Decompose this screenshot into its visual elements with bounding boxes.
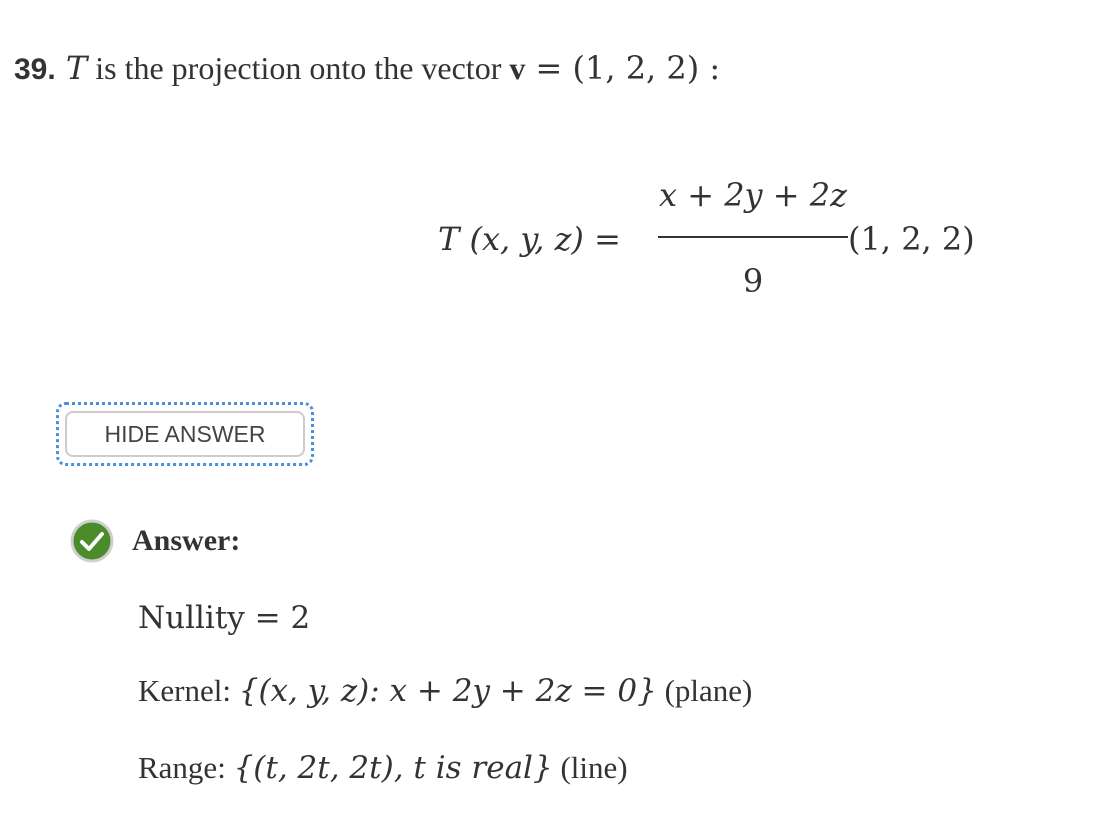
kernel-line	[138, 673, 752, 709]
formula-lhs: T (x, y, z) =	[438, 220, 621, 258]
range-line	[138, 750, 628, 786]
hide-answer-focus-ring	[56, 402, 314, 466]
kernel-set: {(x, y, z): x + 2y + 2z = 0}	[238, 673, 657, 709]
projection-formula	[438, 172, 1008, 312]
kernel-note: (plane)	[656, 673, 753, 708]
formula-denominator: 9	[742, 262, 764, 300]
range-note: (line)	[552, 750, 628, 785]
range-label: Range:	[138, 750, 234, 785]
nullity-line: Nullity = 2	[138, 600, 311, 636]
formula-fraction	[658, 172, 848, 302]
problem-text: is the projection onto the vector	[87, 50, 510, 86]
fraction-bar	[658, 236, 848, 238]
problem-statement	[14, 44, 720, 94]
transform-symbol: T	[65, 49, 88, 87]
hide-answer-button[interactable]: HIDE ANSWER	[65, 411, 305, 457]
formula-numerator: x + 2y + 2z	[658, 176, 847, 214]
problem-number: 39.	[14, 53, 56, 86]
kernel-label: Kernel:	[138, 673, 239, 708]
formula-vector: (1, 2, 2)	[848, 220, 975, 258]
range-set: {(t, 2t, 2t), t is real}	[233, 750, 553, 786]
vector-value: = (1, 2, 2) :	[525, 49, 721, 87]
check-circle-icon	[70, 519, 114, 563]
vector-symbol: v	[509, 50, 526, 86]
answer-label: Answer:	[132, 524, 241, 557]
answer-header	[70, 518, 240, 564]
